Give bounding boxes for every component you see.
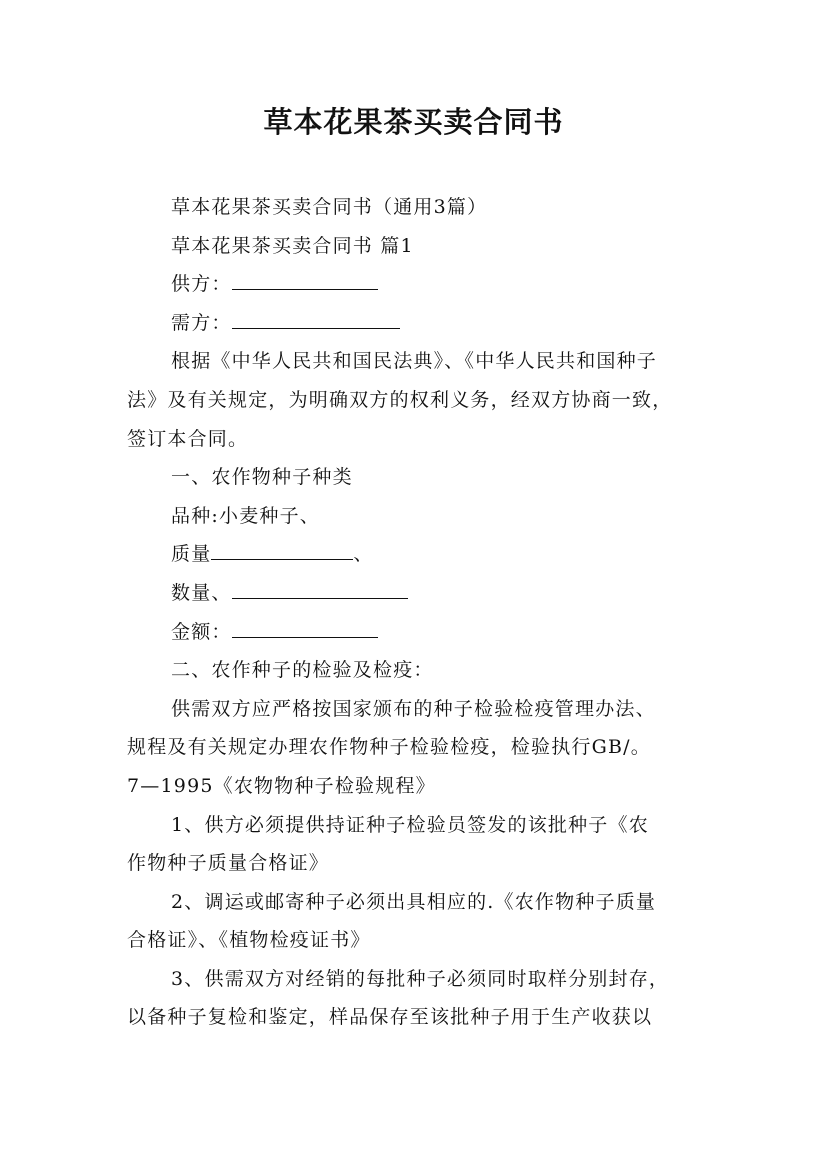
amount-line bbox=[127, 613, 707, 652]
buyer-label: 需方： bbox=[171, 311, 232, 334]
doc-line: 根据《中华人民共和国民法典》、《中华人民共和国种子 bbox=[171, 350, 658, 373]
quantity-line bbox=[127, 574, 707, 613]
quantity-label: 数量、 bbox=[171, 581, 232, 604]
doc-line: 7—1995《农物物种子检验规程》 bbox=[127, 774, 436, 797]
doc-line: 品种:小麦种子、 bbox=[171, 504, 321, 527]
doc-line: 签订本合同。 bbox=[127, 427, 249, 450]
section-heading: 一、农作物种子种类 bbox=[171, 466, 353, 489]
doc-line: 法》及有关规定，为明确双方的权利义务，经双方协商一致， bbox=[127, 388, 673, 411]
doc-line: 2、调运或邮寄种子必须出具相应的.《农作物种子质量 bbox=[171, 890, 657, 913]
buyer-blank bbox=[232, 304, 400, 329]
doc-line: 3、供需双方对经销的每批种子必须同时取样分别封存， bbox=[171, 967, 670, 990]
doc-line: 作物种子质量合格证》 bbox=[127, 852, 330, 875]
document-title: 草本花果茶买卖合同书 bbox=[263, 105, 564, 139]
amount-blank bbox=[232, 613, 378, 638]
quality-label: 质量 bbox=[171, 543, 212, 566]
supplier-line bbox=[127, 265, 707, 304]
amount-label: 金额： bbox=[171, 620, 232, 643]
doc-line: 规程及有关规定办理农作物种子检验检疫，检验执行GB/。 bbox=[127, 736, 651, 759]
doc-line: 1、供方必须提供持证种子检验员签发的该批种子《农 bbox=[171, 813, 649, 836]
quality-line bbox=[127, 535, 707, 574]
supplier-blank bbox=[232, 265, 378, 290]
document-body bbox=[127, 188, 707, 1037]
quality-suffix: 、 bbox=[353, 543, 374, 566]
quantity-blank bbox=[232, 574, 408, 599]
section-heading: 二、农作种子的检验及检疫： bbox=[171, 659, 434, 682]
doc-line: 草本花果茶买卖合同书 篇1 bbox=[171, 234, 414, 257]
quality-blank bbox=[211, 535, 353, 560]
supplier-label: 供方： bbox=[171, 273, 232, 296]
doc-line: 供需双方应严格按国家颁布的种子检验检疫管理办法、 bbox=[171, 697, 656, 720]
doc-line: 草本花果茶买卖合同书（通用3篇） bbox=[171, 196, 488, 218]
buyer-line bbox=[127, 304, 707, 343]
doc-line: 合格证》、《植物检疫证书》 bbox=[127, 929, 371, 952]
doc-line: 以备种子复检和鉴定，样品保存至该批种子用于生产收获以 bbox=[127, 1006, 653, 1029]
